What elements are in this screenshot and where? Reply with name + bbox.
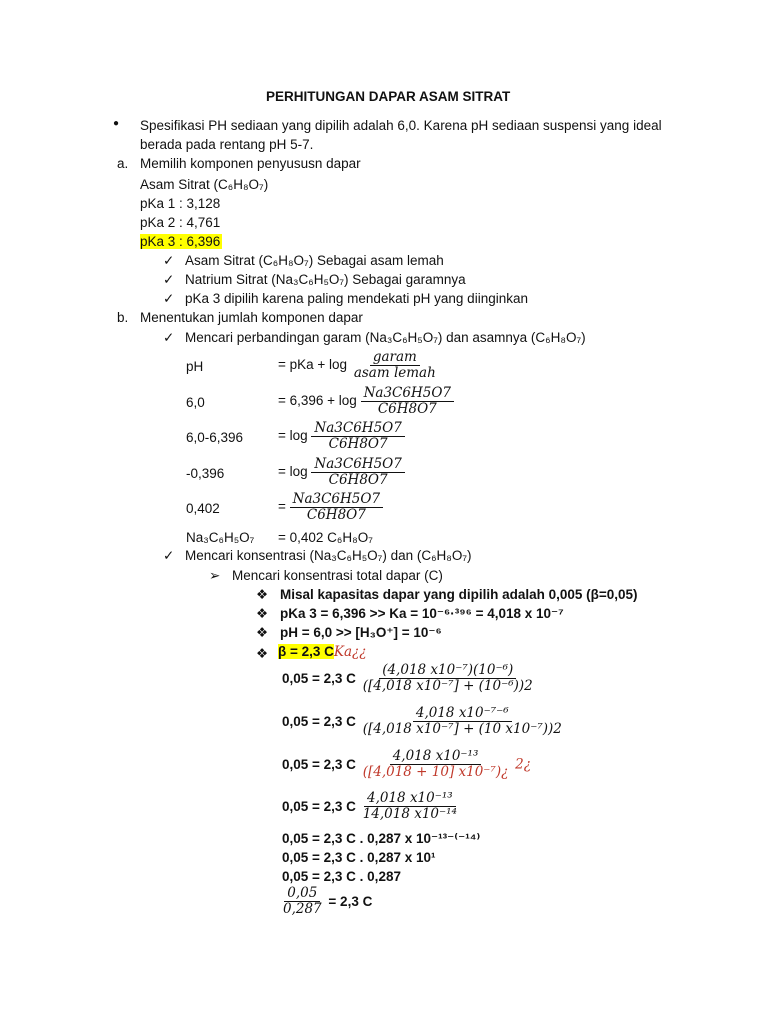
diamond-icon: ❖ xyxy=(256,606,269,621)
eq-row-left: -0,396 xyxy=(186,466,225,481)
section-a-heading: Memilih komponen penyususn dapar xyxy=(140,156,361,171)
eq-result-left: Na₃C₆H₅O₇ xyxy=(186,530,255,545)
diamond-item-2: pKa 3 = 6,396 >> Ka = 10⁻⁶·³⁹⁶ = 4,018 x 10⁻⁷ xyxy=(280,606,564,621)
section-a-marker: a. xyxy=(117,156,129,171)
diamond-item-3: pH = 6,0 >> [H₃O⁺] = 10⁻⁶ xyxy=(280,625,442,640)
intro-line-2: berada pada rentang pH 5-7. xyxy=(140,137,314,152)
page-title: PERHITUNGAN DAPAR ASAM SITRAT xyxy=(266,89,511,104)
check-icon: ✓ xyxy=(163,291,175,306)
equation-8: $\frac{0,05}{0,287}$ = 2,3 C xyxy=(283,885,373,917)
equation-7: 0,05 = 2,3 C . 0,287 xyxy=(282,869,401,884)
diamond-item-4: β = 2,3 CKa¿¿ xyxy=(278,644,367,660)
equation-5: 0,05 = 2,3 C . 0,287 x 10⁻¹³⁻⁽⁻¹⁴⁾ xyxy=(282,831,481,846)
check-item-1: Asam Sitrat (C₆H₈O₇) Sebagai asam lemah xyxy=(185,253,444,268)
pka3-highlighted: pKa 3 : 6,396 xyxy=(140,234,221,249)
sub-heading-concentration: Mencari konsentrasi (Na₃C₆H₅O₇) dan (C₆H₈O₇) xyxy=(185,548,472,563)
check-item-3: pKa 3 dipilih karena paling mendekati pH yang diinginkan xyxy=(185,291,528,306)
diamond-icon: ❖ xyxy=(256,625,269,640)
eq-row-left: pH xyxy=(186,359,204,374)
section-b-heading: Menentukan jumlah komponen dapar xyxy=(140,310,363,325)
diamond-icon: ❖ xyxy=(256,587,269,602)
eq-row-right: = $\frac{Na3C6H5O7}{C6H8O7}$ xyxy=(278,492,383,523)
section-b-marker: b. xyxy=(117,310,129,325)
eq-row-left: 6,0-6,396 xyxy=(186,430,244,445)
equation-3: 0,05 = 2,3 C $\frac{\text{4,018 x10⁻¹³}}{\text{([4,018 + 10] x10⁻⁷)¿}}$ 2¿ xyxy=(282,748,531,780)
check-icon: ✓ xyxy=(163,272,175,287)
check-icon: ✓ xyxy=(163,253,175,268)
sub-heading-total: Mencari konsentrasi total dapar (C) xyxy=(232,568,443,583)
equation-6: 0,05 = 2,3 C . 0,287 x 10¹ xyxy=(282,850,436,865)
diamond-icon: ❖ xyxy=(256,646,269,661)
diamond-item-1: Misal kapasitas dapar yang dipilih adalah 0,005 (β=0,05) xyxy=(280,587,638,602)
eq-row-left: 6,0 xyxy=(186,395,205,410)
eq-row-right: = log $\frac{Na3C6H5O7}{C6H8O7}$ xyxy=(278,421,405,452)
bullet-icon: ● xyxy=(113,118,120,129)
eq-row-right: = 6,396 + log $\frac{Na3C6H5O7}{C6H8O7}$ xyxy=(278,386,454,417)
sub-heading-ratio: Mencari perbandingan garam (Na₃C₆H₅O₇) dan asamnya (C₆H₈O₇) xyxy=(185,330,586,345)
compound-name: Asam Sitrat (C₆H₈O₇) xyxy=(140,177,269,192)
pka1: pKa 1 : 3,128 xyxy=(140,196,221,211)
eq-row-right: = log $\frac{Na3C6H5O7}{C6H8O7}$ xyxy=(278,457,405,488)
equation-2: 0,05 = 2,3 C $\frac{\text{4,018 x10⁻⁷⁻⁶}}{\text{([4,018 x10⁻⁷] + (10 x10⁻⁷))2}}$ xyxy=(282,705,562,737)
check-icon: ✓ xyxy=(163,330,175,345)
equation-4: 0,05 = 2,3 C $\frac{\text{4,018 x10⁻¹³}}{\text{14,018 x10⁻¹⁴}}$ xyxy=(282,790,457,822)
eq-row-right: = pKa + log $\frac{\text{garam}}{\text{asam lemah}}$ xyxy=(278,349,436,381)
eq-row-left: 0,402 xyxy=(186,501,220,516)
eq-result-right: = 0,402 C₆H₈O₇ xyxy=(278,530,373,545)
pka2: pKa 2 : 4,761 xyxy=(140,215,221,230)
intro-line-1: Spesifikasi PH sediaan yang dipilih adalah 6,0. Karena pH sediaan suspensi yang ideal xyxy=(140,118,662,133)
equation-1: 0,05 = 2,3 C $\frac{\text{(4,018 x10⁻⁷)(10⁻⁶)}}{\text{([4,018 x10⁻⁷] + (10⁻⁶))2}}$ xyxy=(282,662,533,694)
check-icon: ✓ xyxy=(163,548,175,563)
arrow-icon: ➢ xyxy=(209,568,221,583)
check-item-2: Natrium Sitrat (Na₃C₆H₅O₇) Sebagai garamnya xyxy=(185,272,466,287)
